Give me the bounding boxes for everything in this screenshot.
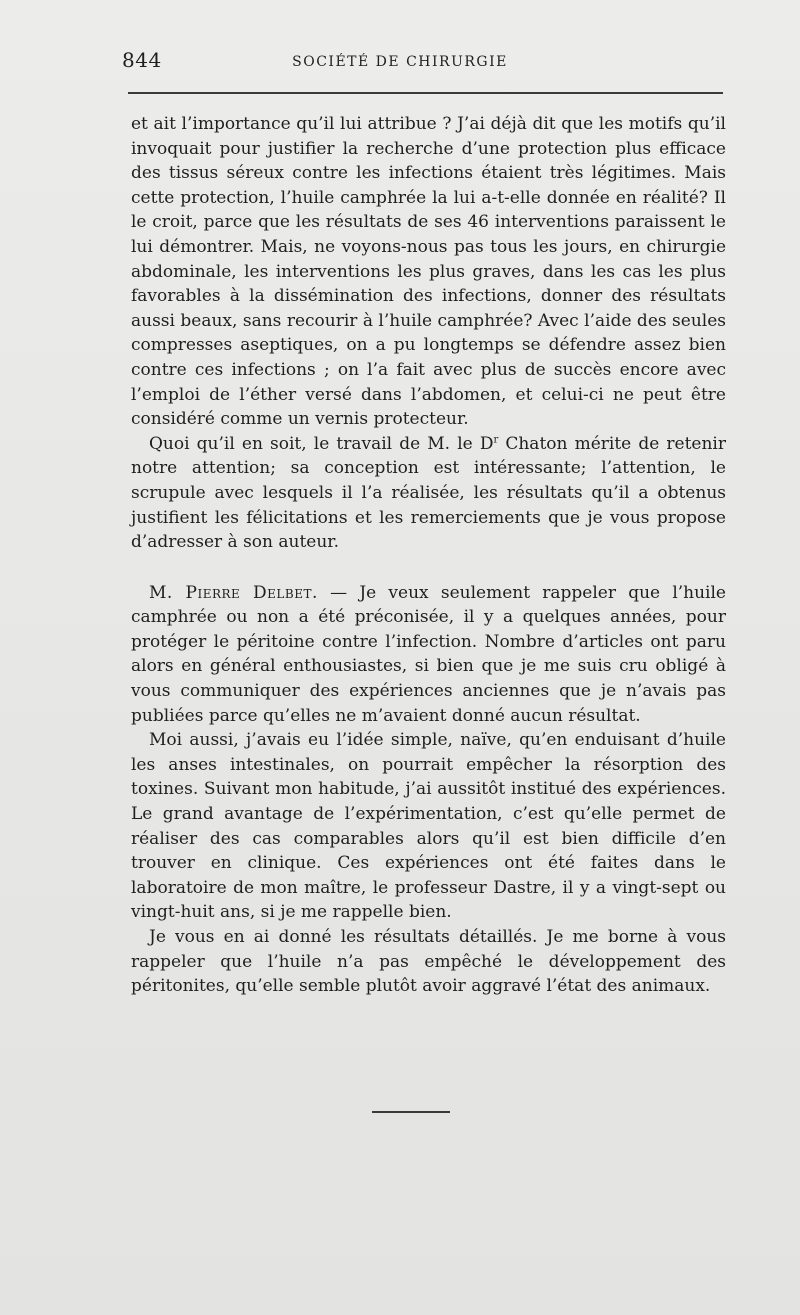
doctor-abbrev-superscript: r — [493, 434, 499, 446]
paragraph-2 — [131, 432, 726, 555]
end-rule — [372, 1111, 450, 1113]
page-number: 844 — [122, 48, 162, 72]
paragraph-5: Je vous en ai donné les résultats détaillés. Je me borne à vous rappeler que l’huile n’a pas empêché le développement des péritonites, qu’elle semble plutôt avoir aggravé l’état des animaux. — [131, 927, 726, 997]
paragraph-2-text-before: Quoi qu’il en soit, le travail de M. le D — [149, 433, 494, 454]
paragraph-2-text-after: Chaton mérite de retenir notre attention; sa conception est intéressante; l’attention, le scrupule avec lesquels il l’a réalisée, les résultats qu’il a obtenus justifient les félicitations et les remerciements que je vous propose d’adresser à son auteur. — [131, 433, 726, 553]
header-rule — [128, 92, 723, 94]
body-text — [131, 112, 726, 999]
paragraph-3 — [131, 581, 726, 729]
paragraph-1: et ait l’importance qu’il lui attribue ? J’ai déjà dit que les motifs qu’il invoquait pour justifier la recherche d’une protection plus efficace des tissus séreux contre les infections étaient très légitimes. Mais cette protection, l’huile camphrée la lui a-t-elle donnée en réalité? Il le croit, parce que les résultats de ses 46 interventions paraissent le lui démontrer. Mais, ne voyons-nous pas tous les jours, en chirurgie abdominale, les interventions les plus graves, dans les cas les plus favorables à la dissémination des infections, donner des résultats aussi beaux, sans recourir à l’huile camphrée? Avec l’aide des seules compresses aseptiques, on a pu longtemps se défendre assez bien contre ces infections ; on l’a fait avec plus de succès encore avec l’emploi de l’éther versé dans l’abdomen, et celui-ci ne peut être considéré comme un vernis protecteur. — [131, 114, 726, 430]
section-gap — [131, 555, 726, 581]
running-title: SOCIÉTÉ DE CHIRURGIE — [292, 54, 508, 70]
speaker-name: M. Pierre Delbet. — [149, 582, 318, 603]
paragraph-4: Moi aussi, j’avais eu l’idée simple, naïve, qu’en enduisant d’huile les anses intestinales, on pourrait empêcher la résorption des toxines. Suivant mon habitude, j’ai aussitôt institué des expériences. Le grand avantage de l’expérimentation, c’est qu’elle permet de réaliser des cas comparables alors qu’il est bien difficile d’en trouver en clinique. Ces expériences ont été faites dans le laboratoire de mon maître, le professeur Dastre, il y a vingt-sept ou vingt-huit ans, si je me rappelle bien. — [131, 730, 726, 923]
paragraph-3-text: — Je veux seulement rappeler que l’huile camphrée ou non a été préconisée, il y a quelques années, pour protéger le péritoine contre l’infection. Nombre d’articles ont paru alors en général enthousiastes, si bien que je me suis cru obligé à vous communiquer des expériences anciennes que je n’avais pas publiées parce qu’elles ne m’avaient donné aucun résultat. — [131, 582, 726, 726]
